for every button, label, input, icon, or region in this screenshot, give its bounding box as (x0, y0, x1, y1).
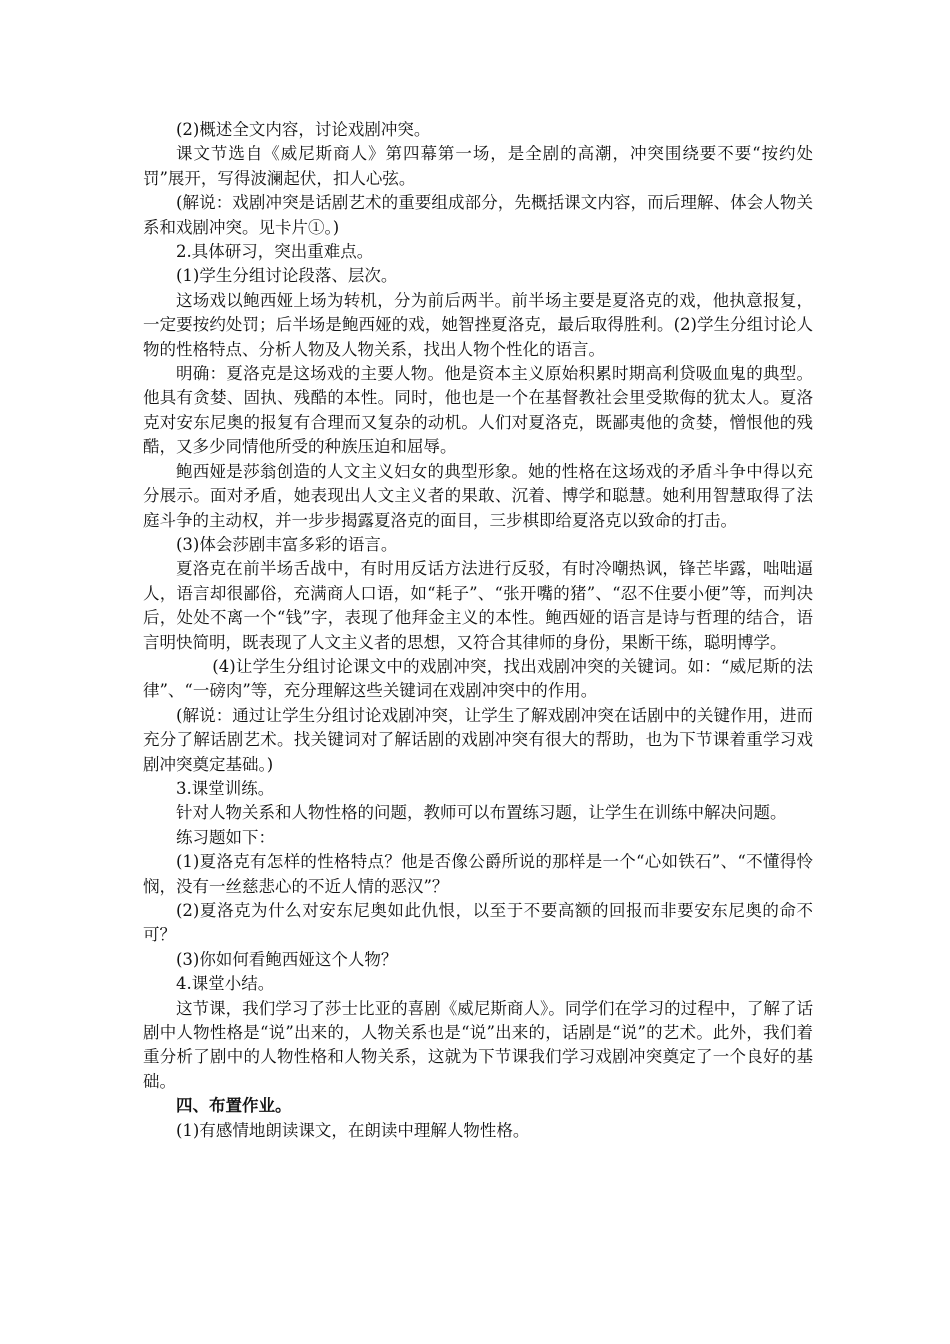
paragraph-portia-analysis: 鲍西娅是莎翁创造的人文主义妇女的典型形象。她的性格在这场戏的矛盾斗争中得以充分展示。面对矛盾，她表现出人文主义者的果敢、沉着、博学和聪慧。她利用智慧取得了法庭斗争的主动权，并一步步揭露夏洛克的面目，三步棋即给夏洛克以致命的打击。 (143, 461, 813, 530)
section-heading-training: 3.课堂训练。 (176, 778, 275, 798)
document-page (143, 118, 813, 1143)
paragraph-shylock-analysis: 明确：夏洛克是这场戏的主要人物。他是资本主义原始积累时期高利贷吸血鬼的典型。他具有贪婪、固执、残酷的本性。同时，他也是一个在基督教社会里受欺侮的犹太人。夏洛克对安东尼奥的报复有合理而又复杂的动机。人们对夏洛克，既鄙夷他的贪婪，憎恨他的残酷，又多少同情他所受的种族压迫和屈辱。 (143, 364, 813, 457)
paragraph-training-intro: 针对人物关系和人物性格的问题，教师可以布置练习题，让学生在训练中解决问题。 (176, 803, 787, 823)
paragraph-language-heading: (3)体会莎剧丰富多彩的语言。 (176, 534, 398, 554)
paragraph-language-analysis: 夏洛克在前半场舌战中，有时用反话方法进行反驳，有时冷嘲热讽，锋芒毕露，咄咄逼人，语言却很鄙俗，充满商人口语，如“耗子”、“张开嘴的猪”、“忍不住要小便”等，而判决后，处处不离一个“钱”字，表现了他拜金主义的本性。鲍西娅的语言是诗与哲理的结合，语言明快简明，既表现了人文主义者的思想，又符合其律师的身份，果断干练，聪明博学。 (143, 559, 813, 652)
paragraph-excerpt-intro: 课文节选自《威尼斯商人》第四幕第一场，是全剧的高潮，冲突围绕要不要“按约处罚”展开，写得波澜起伏，扣人心弦。 (143, 144, 813, 188)
paragraph-note-2: (解说：通过让学生分组讨论戏剧冲突，让学生了解戏剧冲突在话剧中的关键作用，进而充分了解话剧艺术。找关键词对了解话剧的戏剧冲突有很大的帮助，也为下节课着重学习戏剧冲突奠定基础。) (143, 705, 813, 774)
exercise-item-1: (1)夏洛克有怎样的性格特点？他是否像公爵所说的那样是一个“心如铁石”、“不懂得怜悯，没有一丝慈悲心的不近人情的恶汉”？ (143, 852, 813, 896)
exercise-item-3: (3)你如何看鲍西娅这个人物？ (176, 949, 398, 969)
section-heading-homework: 四、布置作业。 (176, 1096, 292, 1116)
paragraph-summary-heading: (2)概述全文内容，讨论戏剧冲突。 (176, 120, 431, 139)
paragraph-discuss-structure: (1)学生分组讨论段落、层次。 (176, 266, 398, 286)
paragraph-note-1: (解说：戏剧冲突是话剧艺术的重要组成部分，先概括课文内容，而后理解、体会人物关系和戏剧冲突。见卡片①。) (143, 193, 813, 237)
paragraph-exercise-heading: 练习题如下： (176, 827, 275, 847)
paragraph-summary: 这节课，我们学习了莎士比亚的喜剧《威尼斯商人》。同学们在学习的过程中，了解了话剧中人物性格是“说”出来的，人物关系也是“说”出来的，话剧是“说”的艺术。此外，我们着重分析了剧中的人物性格和人物关系，这就为下节课我们学习戏剧冲突奠定了一个良好的基础。 (143, 998, 813, 1091)
section-heading-study: 2.具体研习，突出重难点。 (176, 242, 374, 262)
paragraph-conflict-discussion: (4)让学生分组讨论课文中的戏剧冲突，找出戏剧冲突的关键词。如：“威尼斯的法律”、“一磅肉”等，充分理解这些关键词在戏剧冲突中的作用。 (143, 656, 813, 701)
paragraph-scene-structure: 这场戏以鲍西娅上场为转机，分为前后两半。前半场主要是夏洛克的戏，他执意报复，一定要按约处罚；后半场是鲍西娅的戏，她智挫夏洛克，最后取得胜利。(2)学生分组讨论人物的性格特点、分析人物及人物关系，找出人物个性化的语言。 (143, 290, 813, 359)
exercise-item-2: (2)夏洛克为什么对安东尼奥如此仇恨，以至于不要高额的回报而非要安东尼奥的命不可？ (143, 901, 813, 945)
section-heading-summary: 4.课堂小结。 (176, 974, 275, 994)
homework-item-1: (1)有感情地朗读课文，在朗读中理解人物性格。 (176, 1120, 530, 1140)
